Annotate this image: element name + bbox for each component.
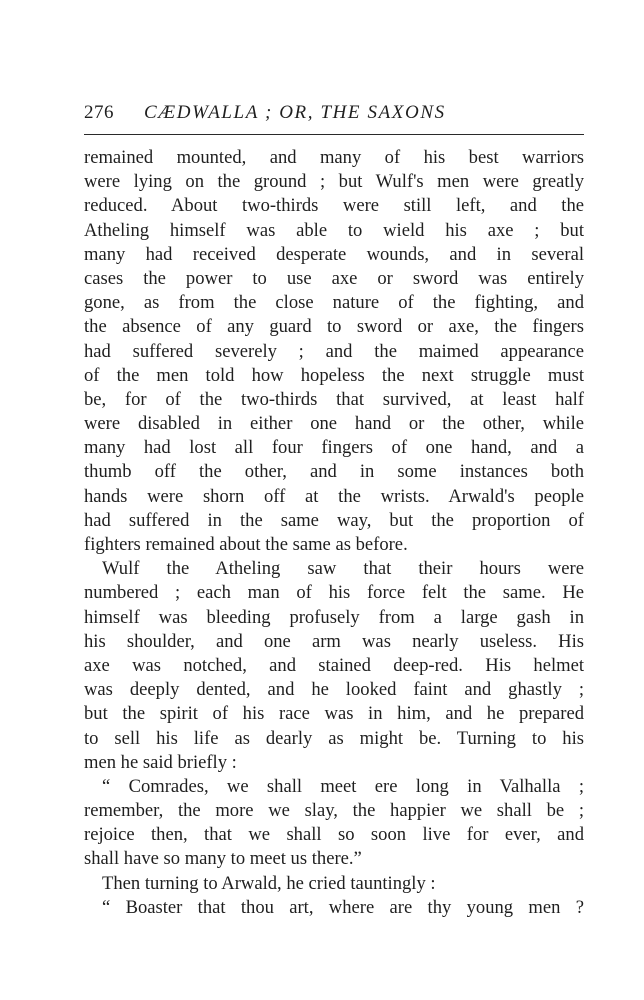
text-line: Wulf the Atheling saw that their hours were — [102, 558, 584, 580]
text-line: many had lost all four fingers of one hand, and a — [84, 437, 584, 459]
running-head — [84, 102, 584, 130]
text-line: had suffered severely ; and the maimed appearance — [84, 340, 584, 362]
text-line: shall have so many to meet us there.” — [84, 848, 362, 870]
text-line: numbered ; each man of his force felt the same. He — [84, 582, 584, 604]
text-line: himself was bleeding profusely from a large gash in — [84, 606, 584, 628]
header-rule — [84, 134, 584, 135]
text-line: had suffered in the same way, but the proportion of — [84, 509, 584, 531]
text-line: his shoulder, and one arm was nearly useless. His — [84, 630, 584, 652]
text-line: but the spirit of his race was in him, and he prepared — [84, 703, 584, 725]
text-line: axe was notched, and stained deep-red. His helmet — [84, 654, 584, 676]
text-line: Atheling himself was able to wield his axe ; but — [84, 219, 584, 241]
body-text — [84, 146, 584, 920]
text-line: cases the power to use axe or sword was entirely — [84, 267, 584, 289]
text-line: hands were shorn off at the wrists. Arwald's people — [84, 485, 584, 507]
text-line: Then turning to Arwald, he cried tauntingly : — [102, 872, 436, 894]
text-line: to sell his life as dearly as might be. Turning to his — [84, 727, 584, 749]
text-line: the absence of any guard to sword or axe, the fingers — [84, 316, 584, 338]
text-line: were disabled in either one hand or the other, while — [84, 413, 584, 435]
text-line: remained mounted, and many of his best warriors — [84, 147, 584, 168]
text-line: was deeply dented, and he looked faint and ghastly ; — [84, 679, 584, 701]
text-line: many had received desperate wounds, and in several — [84, 243, 584, 265]
running-title: CÆDWALLA ; OR, THE SAXONS — [144, 102, 446, 123]
text-line: remember, the more we slay, the happier we shall be ; — [84, 800, 584, 822]
text-line: reduced. About two-thirds were still left, and the — [84, 195, 584, 217]
text-line: of the men told how hopeless the next struggle must — [84, 364, 584, 386]
text-line: be, for of the two-thirds that survived, at least half — [84, 388, 584, 410]
text-line: rejoice then, that we shall so soon live for ever, and — [84, 824, 584, 846]
page-number: 276 — [84, 102, 114, 123]
text-line: gone, as from the close nature of the fighting, and — [84, 292, 584, 314]
text-line: thumb off the other, and in some instances both — [84, 461, 584, 483]
text-line: were lying on the ground ; but Wulf's men were greatly — [84, 171, 584, 193]
text-line: men he said briefly : — [84, 751, 237, 773]
text-line: fighters remained about the same as before. — [84, 534, 408, 555]
text-line: “ Comrades, we shall meet ere long in Valhalla ; — [102, 775, 584, 797]
text-line: “ Boaster that thou art, where are thy young men ? — [102, 896, 584, 918]
